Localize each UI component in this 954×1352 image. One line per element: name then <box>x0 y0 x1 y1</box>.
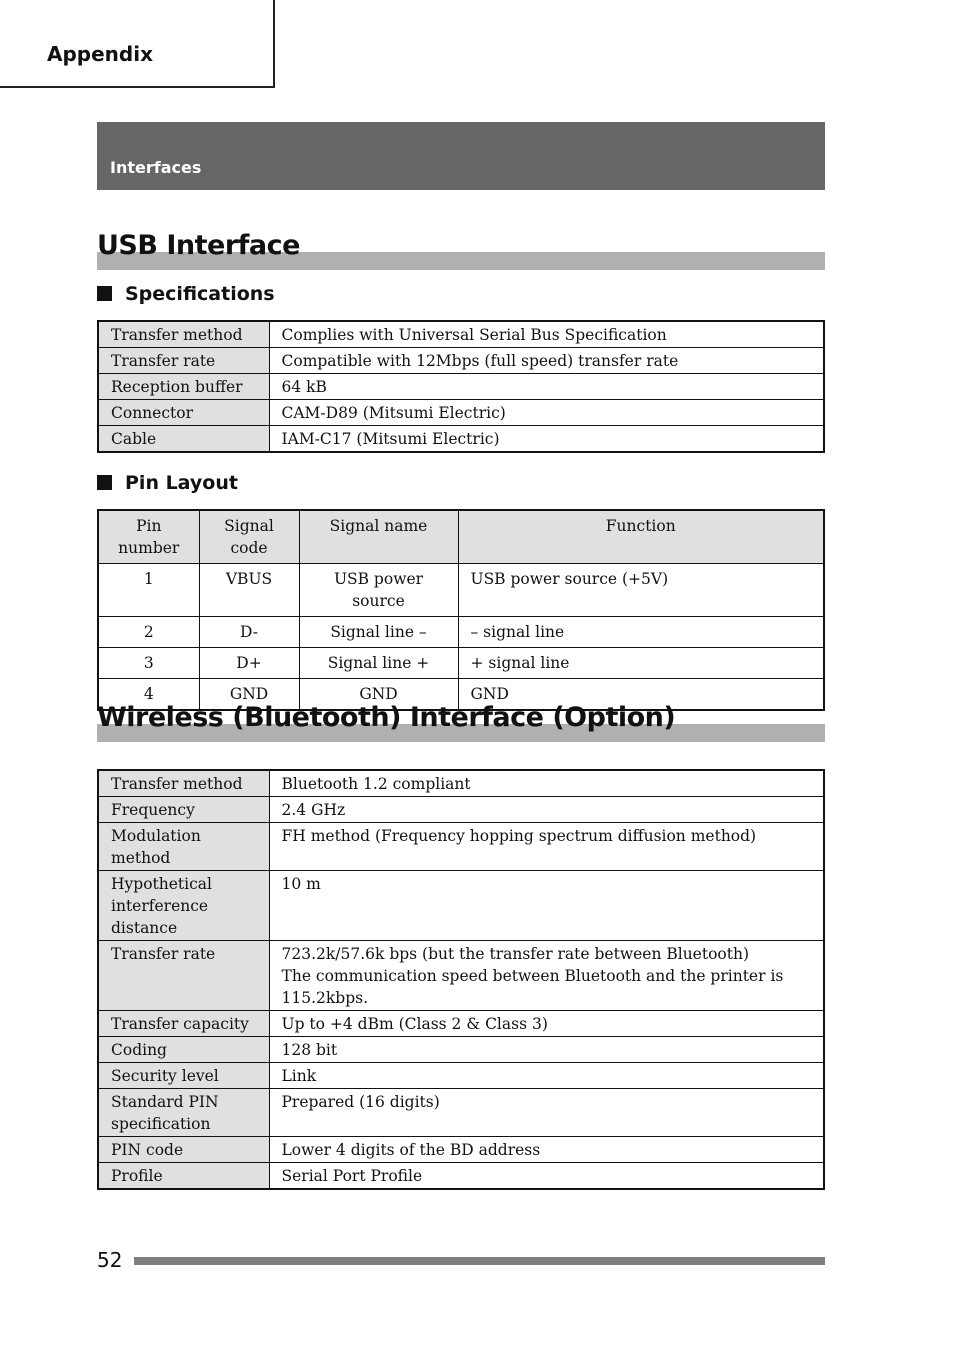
pin-function: + signal line <box>458 648 824 679</box>
spec-value: Link <box>269 1063 824 1089</box>
spec-key: Transfer rate <box>98 348 269 374</box>
spec-key: Transfer rate <box>98 941 269 1011</box>
spec-value: 10 m <box>269 871 824 941</box>
wireless-title: Wireless (Bluetooth) Interface (Option) <box>97 702 676 733</box>
spec-value-line: 723.2k/57.6k bps (but the transfer rate between Bluetooth) <box>281 945 750 963</box>
spec-key: Transfer method <box>98 770 269 797</box>
spec-value: Complies with Universal Serial Bus Specification <box>269 321 824 348</box>
pin-number: 2 <box>98 617 199 648</box>
usb-title: USB Interface <box>97 230 300 261</box>
table-row <box>98 797 824 823</box>
spec-value: Compatible with 12Mbps (full speed) transfer rate <box>269 348 824 374</box>
wireless-section-title <box>97 702 825 742</box>
column-header: Pin number <box>98 510 199 564</box>
appendix-label: Appendix <box>47 42 153 66</box>
table-row <box>98 823 824 871</box>
table-row <box>98 1037 824 1063</box>
spec-key: Transfer method <box>98 321 269 348</box>
column-header: Function <box>458 510 824 564</box>
appendix-tab <box>0 0 275 88</box>
spec-value: IAM-C17 (Mitsumi Electric) <box>269 426 824 453</box>
spec-value: Lower 4 digits of the BD address <box>269 1137 824 1163</box>
table-row <box>98 374 824 400</box>
pin-layout-table <box>97 509 825 711</box>
table-row <box>98 1163 824 1190</box>
spec-value: 2.4 GHz <box>269 797 824 823</box>
spec-key: Standard PIN specification <box>98 1089 269 1137</box>
pin-layout-heading-text: Pin Layout <box>125 472 238 494</box>
table-row <box>98 770 824 797</box>
page-number: 52 <box>97 1248 123 1272</box>
spec-key: Frequency <box>98 797 269 823</box>
table-row <box>98 1137 824 1163</box>
section-banner <box>97 122 825 190</box>
spec-value: 128 bit <box>269 1037 824 1063</box>
specifications-heading-text: Specifications <box>125 283 275 305</box>
specifications-heading <box>97 283 275 307</box>
pin-function: GND <box>458 679 824 711</box>
table-row <box>98 1089 824 1137</box>
table-header-row <box>98 510 824 564</box>
spec-key: Transfer capacity <box>98 1011 269 1037</box>
signal-code: D- <box>199 617 299 648</box>
usb-section-title <box>97 230 825 270</box>
signal-name: GND <box>299 679 458 711</box>
spec-value: Up to +4 dBm (Class 2 & Class 3) <box>269 1011 824 1037</box>
pin-layout-heading <box>97 472 238 496</box>
pin-number: 3 <box>98 648 199 679</box>
table-row <box>98 1063 824 1089</box>
table-row <box>98 941 824 1011</box>
spec-key: Hypothetical interference distance <box>98 871 269 941</box>
spec-key: Coding <box>98 1037 269 1063</box>
square-bullet-icon <box>97 475 112 490</box>
table-row <box>98 321 824 348</box>
banner-label: Interfaces <box>110 158 202 177</box>
usb-specs-table <box>97 320 825 453</box>
table-row <box>98 1011 824 1037</box>
signal-name: USB power source <box>299 564 458 617</box>
signal-code: GND <box>199 679 299 711</box>
spec-value: Serial Port Profile <box>269 1163 824 1190</box>
pin-function: – signal line <box>458 617 824 648</box>
spec-value: Bluetooth 1.2 compliant <box>269 770 824 797</box>
square-bullet-icon <box>97 286 112 301</box>
signal-code: D+ <box>199 648 299 679</box>
spec-value: FH method (Frequency hopping spectrum diffusion method) <box>269 823 824 871</box>
table-row <box>98 648 824 679</box>
spec-value: CAM-D89 (Mitsumi Electric) <box>269 400 824 426</box>
column-header: Signal code <box>199 510 299 564</box>
spec-value: Prepared (16 digits) <box>269 1089 824 1137</box>
table-row <box>98 617 824 648</box>
spec-key: PIN code <box>98 1137 269 1163</box>
table-row <box>98 348 824 374</box>
signal-name: Signal line + <box>299 648 458 679</box>
spec-value: 64 kB <box>269 374 824 400</box>
spec-key: Profile <box>98 1163 269 1190</box>
footer-bar <box>134 1257 825 1265</box>
table-row <box>98 871 824 941</box>
pin-number: 4 <box>98 679 199 711</box>
pin-number: 1 <box>98 564 199 617</box>
spec-key: Cable <box>98 426 269 453</box>
spec-key: Reception buffer <box>98 374 269 400</box>
signal-code: VBUS <box>199 564 299 617</box>
spec-value-line: The communication speed between Bluetooth and the printer is 115.2kbps. <box>281 967 784 1007</box>
wireless-specs-table <box>97 769 825 1190</box>
column-header: Signal name <box>299 510 458 564</box>
spec-value <box>269 941 824 1011</box>
spec-key: Connector <box>98 400 269 426</box>
table-row <box>98 564 824 617</box>
table-row <box>98 426 824 453</box>
signal-name: Signal line – <box>299 617 458 648</box>
table-row <box>98 400 824 426</box>
spec-key: Security level <box>98 1063 269 1089</box>
spec-key: Modulation method <box>98 823 269 871</box>
pin-function: USB power source (+5V) <box>458 564 824 617</box>
